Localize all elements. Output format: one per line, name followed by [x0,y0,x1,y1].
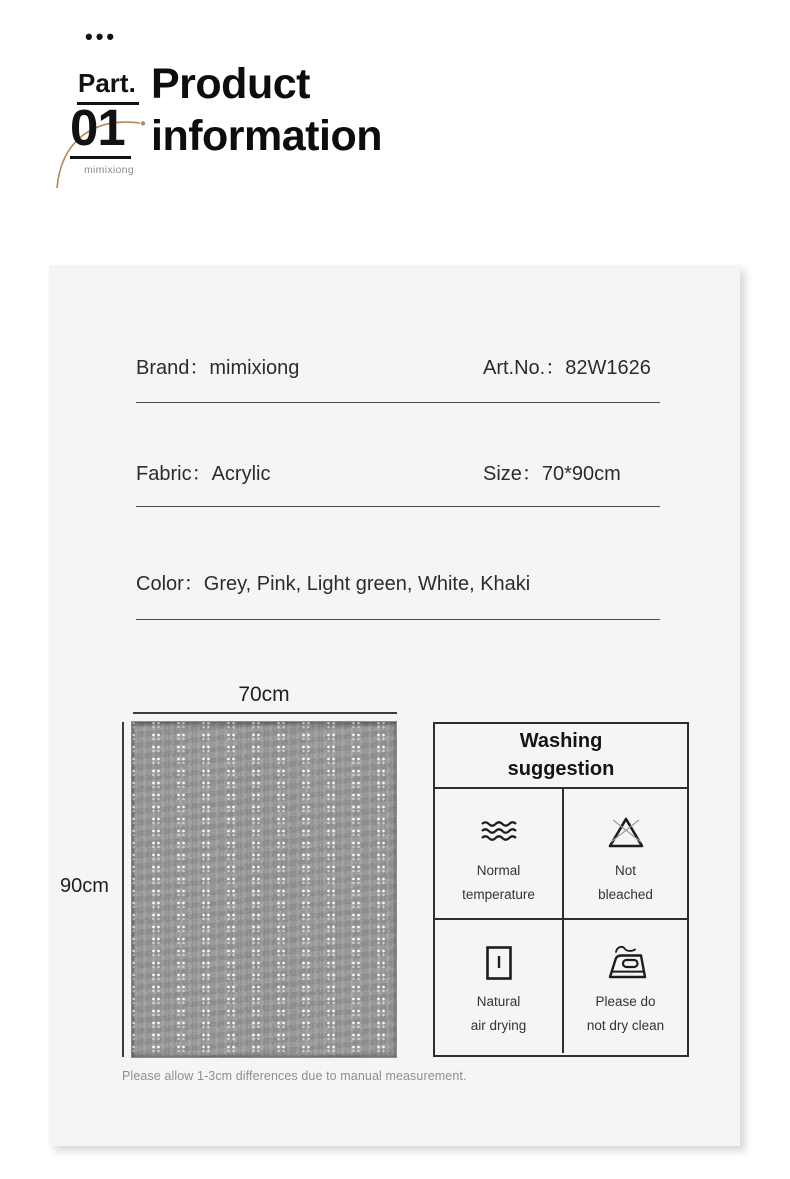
air-dry-icon [484,943,514,983]
width-dimension-line [133,712,397,714]
fabric-label: Fabric： [136,463,212,485]
color-value: Grey, Pink, Light green, White, Khaki [203,573,531,595]
width-dimension-label: 70cm [238,683,290,706]
decorative-dots: ••• [85,24,118,49]
divider-line [136,506,660,507]
washing-title-line2: suggestion [507,757,615,780]
divider-line [136,619,660,620]
washing-cell-natural-air-drying [435,918,562,1053]
spec-row-fabric [136,457,660,486]
washing-table-header [435,724,687,789]
size-value: 70*90cm [541,463,621,485]
page-title-line2: information [151,112,382,161]
measurement-note: Please allow 1-3cm differences due to manual measurement. [122,1069,467,1083]
washing-cell-label: Natural air drying [470,994,527,1033]
washing-cell-label: Please do not dry clean [586,994,665,1033]
brand-watermark: mimixiong [84,164,134,176]
divider-line [136,402,660,403]
page-title [151,58,382,162]
washing-cell-no-dry-clean [562,918,687,1053]
fabric-value: Acrylic [211,463,271,485]
part-number: 01 [70,102,131,159]
artno-value: 82W1626 [565,357,651,379]
page-title-line1: Product [151,60,310,108]
brand-label: Brand： [136,357,210,379]
brand-value: mimixiong [209,357,300,379]
washing-suggestion-table [433,722,689,1057]
washing-table-grid [435,789,687,1053]
artno-label: Art.No.： [483,357,566,379]
no-bleach-icon [605,812,647,852]
spec-row-brand [136,351,660,380]
height-dimension-line [122,722,124,1057]
part-label: Part. [77,68,139,105]
washing-cell-not-bleached [562,789,687,918]
washing-cell-label: Normal temperature [462,863,535,902]
waves-icon [479,812,519,852]
size-label: Size： [483,463,542,485]
height-dimension-label: 90cm [60,875,109,897]
blanket-product-image [131,721,397,1058]
no-dry-clean-icon [602,943,650,983]
washing-cell-normal-temperature [435,789,562,918]
washing-title-line1: Washing [519,729,603,752]
color-label: Color： [136,573,204,595]
product-info-card [49,265,740,1146]
washing-cell-label: Not bleached [598,863,653,902]
spec-row-color [136,567,660,596]
